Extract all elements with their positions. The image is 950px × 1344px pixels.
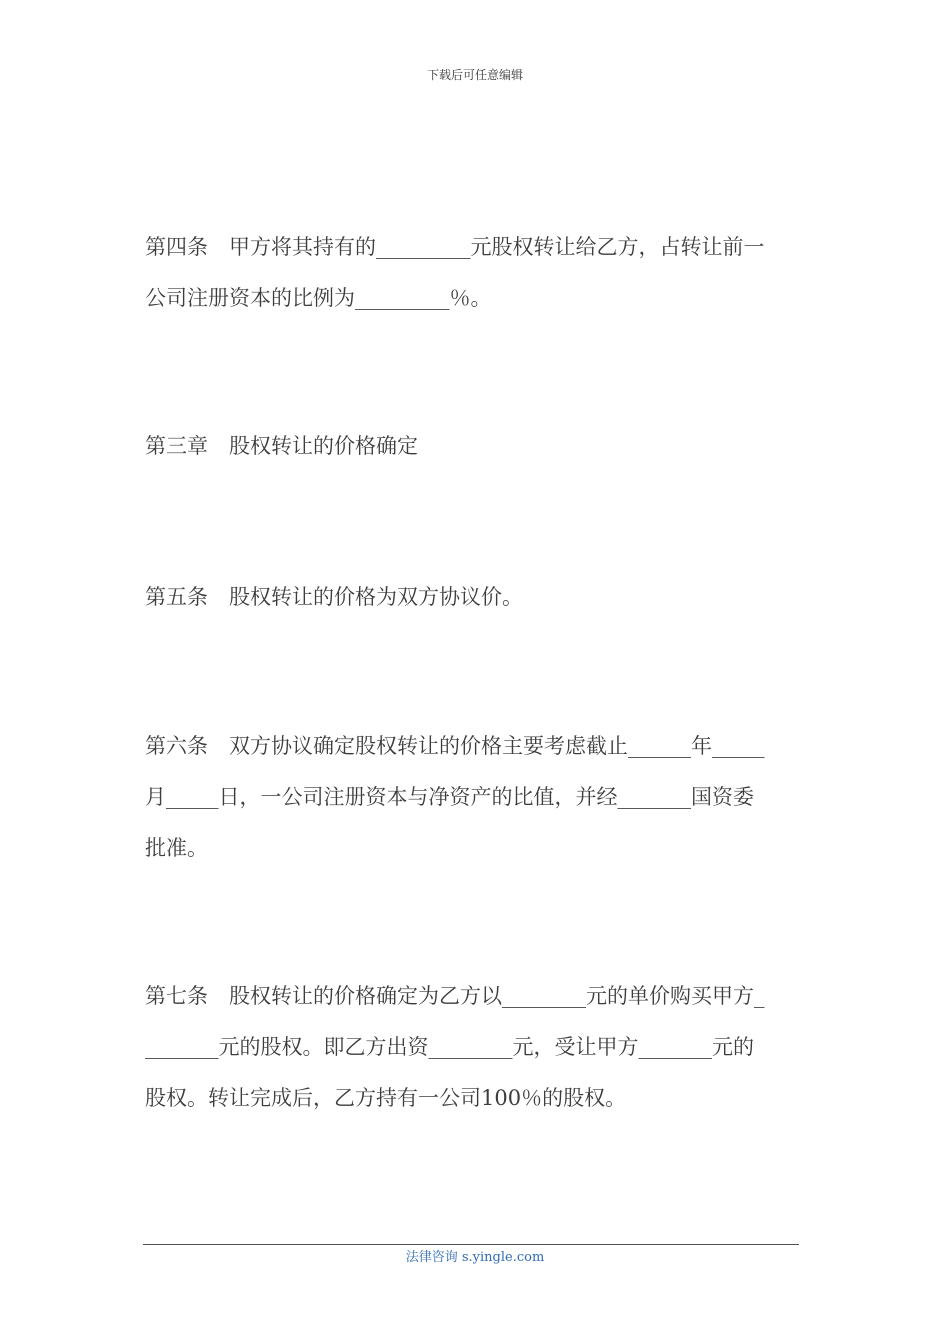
- article-7-line-2: _______元的股权。即乙方出资________元，受让甲方_______元的: [145, 1035, 754, 1059]
- article-7-line-1: 第七条 股权转让的价格确定为乙方以________元的单价购买甲方_: [145, 984, 765, 1008]
- article-4-line-1: 第四条 甲方将其持有的_________元股权转让给乙方，占转让前一: [145, 235, 765, 259]
- article-6-line-1: 第六条 双方协议确定股权转让的价格主要考虑截止______年_____: [145, 734, 765, 758]
- article-6-line-3: 批准。: [145, 836, 208, 860]
- article-5-line-1: 第五条 股权转让的价格为双方协议价。: [145, 585, 523, 609]
- footer-link[interactable]: 法律咨询 s.yingle.com: [405, 1250, 545, 1265]
- article-6-line-2: 月_____日，一公司注册资本与净资产的比值，并经_______国资委: [145, 785, 754, 809]
- footer-divider: [143, 1244, 799, 1245]
- article-7: [145, 971, 810, 1124]
- chapter-3-heading: [145, 421, 810, 472]
- chapter-3-heading-text: 第三章 股权转让的价格确定: [145, 434, 418, 458]
- article-5: [145, 572, 810, 623]
- article-7-line-3: 股权。转让完成后，乙方持有一公司100％的股权。: [145, 1086, 627, 1110]
- article-4: [145, 222, 810, 324]
- page-header: 下载后可任意编辑: [426, 68, 523, 82]
- article-6: [145, 721, 810, 874]
- article-4-line-2: 公司注册资本的比例为_________％。: [145, 286, 492, 310]
